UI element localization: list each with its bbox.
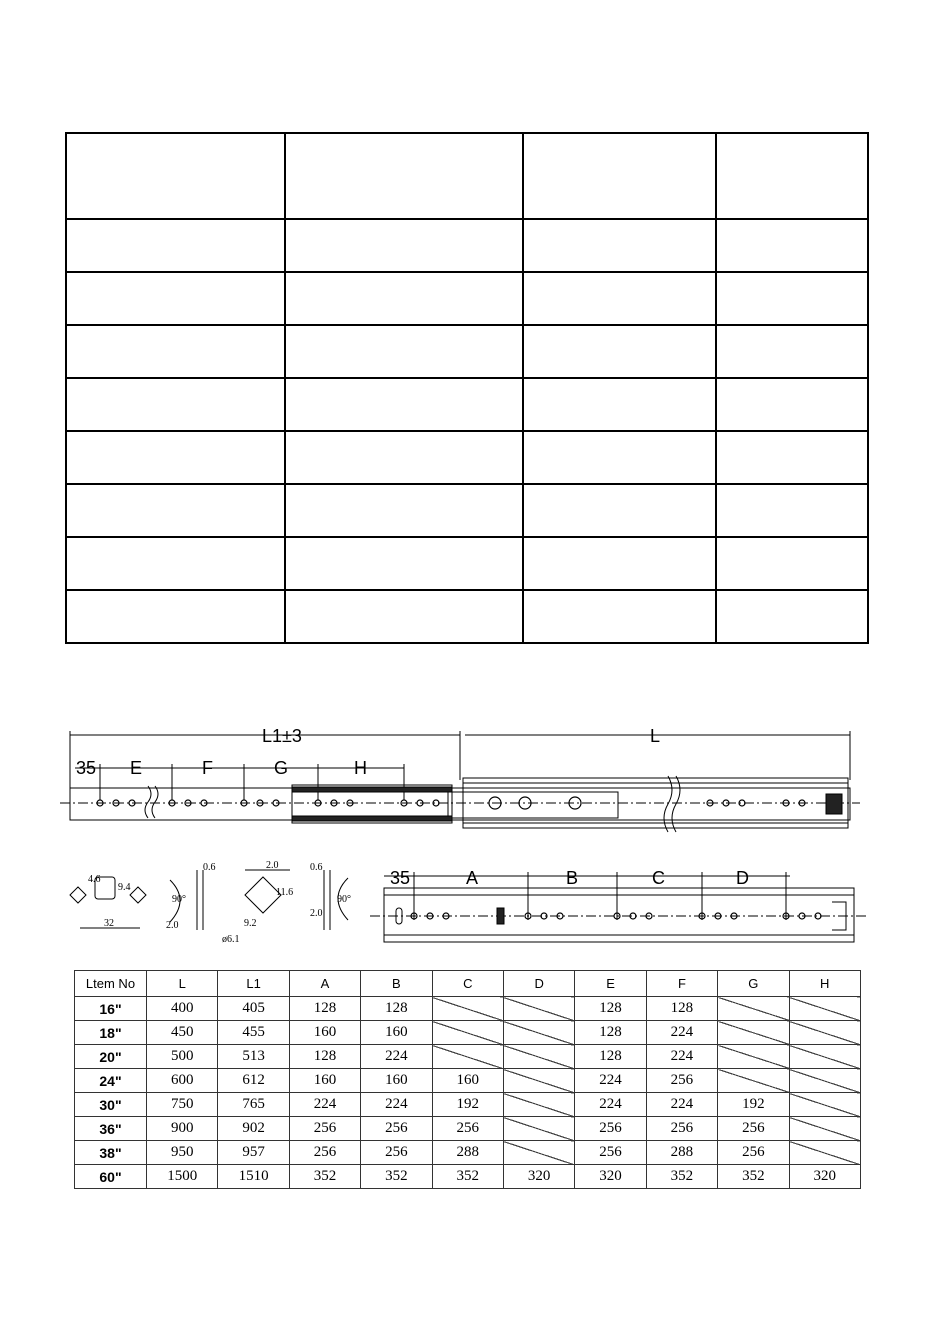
table-cell: 513	[218, 1045, 289, 1069]
spec-cell	[523, 537, 716, 590]
spec-cell	[66, 219, 285, 272]
spec-cell	[523, 484, 716, 537]
not-applicable-cell	[432, 1045, 503, 1069]
label-35-lower: 35	[390, 868, 411, 888]
table-cell: 1500	[147, 1165, 218, 1189]
table-cell: 192	[432, 1093, 503, 1117]
table-row	[75, 1093, 861, 1117]
table-cell: 256	[575, 1117, 646, 1141]
spec-cell	[523, 219, 716, 272]
spec-cell	[716, 325, 868, 378]
table-cell: 128	[289, 1045, 360, 1069]
spec-cell	[285, 378, 523, 431]
table-cell: 450	[147, 1021, 218, 1045]
table-cell: 957	[218, 1141, 289, 1165]
not-applicable-cell	[789, 1141, 860, 1165]
table-row	[75, 1117, 861, 1141]
spec-cell	[66, 590, 285, 643]
table-cell: 256	[289, 1141, 360, 1165]
table-cell: 352	[646, 1165, 717, 1189]
item-no-cell: 24"	[75, 1069, 147, 1093]
spec-cell	[523, 431, 716, 484]
not-applicable-cell	[718, 1021, 789, 1045]
table-cell: 160	[361, 1021, 432, 1045]
spec-row	[66, 133, 868, 219]
item-no-cell: 16"	[75, 997, 147, 1021]
spec-cell	[716, 484, 868, 537]
table-cell: 256	[718, 1117, 789, 1141]
spec-cell	[66, 325, 285, 378]
not-applicable-cell	[789, 1117, 860, 1141]
table-cell: 750	[147, 1093, 218, 1117]
table-cell: 256	[575, 1141, 646, 1165]
table-row	[75, 997, 861, 1021]
item-no-cell: 20"	[75, 1045, 147, 1069]
spec-cell	[285, 537, 523, 590]
table-cell: 256	[289, 1117, 360, 1141]
table-cell: 400	[147, 997, 218, 1021]
table-row	[75, 1021, 861, 1045]
table-cell: 128	[289, 997, 360, 1021]
column-header: A	[289, 971, 360, 997]
not-applicable-cell	[432, 1021, 503, 1045]
label-l1: L1±3	[262, 726, 302, 746]
not-applicable-cell	[503, 1045, 574, 1069]
detail1-dim-c: 32	[104, 918, 114, 929]
detail4-dim-a: 0.6	[310, 862, 323, 873]
not-applicable-cell	[789, 1093, 860, 1117]
slide-technical-drawing	[0, 700, 932, 970]
spec-row	[66, 537, 868, 590]
table-cell: 320	[575, 1165, 646, 1189]
table-cell: 288	[646, 1141, 717, 1165]
not-applicable-cell	[503, 1117, 574, 1141]
spec-cell	[523, 133, 716, 219]
dimension-table	[74, 970, 861, 1189]
detail1-dim-b: 9.4	[118, 882, 131, 893]
spec-cell	[716, 378, 868, 431]
column-header: H	[789, 971, 860, 997]
column-header: B	[361, 971, 432, 997]
table-cell: 160	[432, 1069, 503, 1093]
not-applicable-cell	[503, 1093, 574, 1117]
table-cell: 352	[718, 1165, 789, 1189]
spec-table	[65, 132, 869, 644]
table-header-row	[75, 971, 861, 997]
table-cell: 405	[218, 997, 289, 1021]
label-d: D	[736, 868, 749, 888]
table-cell: 128	[575, 1021, 646, 1045]
not-applicable-cell	[432, 997, 503, 1021]
detail4-dim-c: 2.0	[310, 908, 323, 919]
detail2-dim-a: 0.6	[203, 862, 216, 873]
table-cell: 900	[147, 1117, 218, 1141]
table-cell: 224	[289, 1093, 360, 1117]
spec-cell	[716, 590, 868, 643]
spec-cell	[66, 431, 285, 484]
spec-cell	[285, 484, 523, 537]
table-cell: 455	[218, 1021, 289, 1045]
spec-cell	[66, 378, 285, 431]
spec-row	[66, 325, 868, 378]
table-cell: 224	[575, 1093, 646, 1117]
table-cell: 1510	[218, 1165, 289, 1189]
spec-row	[66, 378, 868, 431]
detail3-dim-c: ø6.1	[222, 934, 240, 945]
not-applicable-cell	[503, 1069, 574, 1093]
table-cell: 612	[218, 1069, 289, 1093]
table-cell: 128	[575, 997, 646, 1021]
table-cell: 160	[361, 1069, 432, 1093]
spec-cell	[716, 431, 868, 484]
detail2-dim-b: 90°	[172, 894, 186, 905]
column-header: E	[575, 971, 646, 997]
table-cell: 320	[503, 1165, 574, 1189]
table-cell: 352	[432, 1165, 503, 1189]
table-cell: 128	[575, 1045, 646, 1069]
detail1-dim-a: 4.6	[88, 874, 101, 885]
table-cell: 902	[218, 1117, 289, 1141]
column-header: D	[503, 971, 574, 997]
table-cell: 256	[718, 1141, 789, 1165]
not-applicable-cell	[718, 1069, 789, 1093]
table-row	[75, 1141, 861, 1165]
table-cell: 765	[218, 1093, 289, 1117]
not-applicable-cell	[718, 997, 789, 1021]
column-header: Ltem No	[75, 971, 147, 997]
table-row	[75, 1045, 861, 1069]
label-h: H	[354, 758, 367, 778]
table-cell: 352	[361, 1165, 432, 1189]
detail3-dim-b: 11.6	[276, 887, 294, 898]
table-cell: 256	[432, 1117, 503, 1141]
spec-cell	[285, 219, 523, 272]
spec-cell	[285, 590, 523, 643]
label-f: F	[202, 758, 213, 778]
label-g: G	[274, 758, 289, 778]
spec-cell	[285, 272, 523, 325]
table-cell: 320	[789, 1165, 860, 1189]
label-35: 35	[76, 758, 97, 778]
spec-row	[66, 431, 868, 484]
spec-cell	[716, 133, 868, 219]
table-cell: 128	[361, 997, 432, 1021]
not-applicable-cell	[503, 1021, 574, 1045]
not-applicable-cell	[503, 1141, 574, 1165]
spec-cell	[66, 484, 285, 537]
table-row	[75, 1069, 861, 1093]
spec-cell	[523, 325, 716, 378]
spec-cell	[716, 219, 868, 272]
label-b: B	[566, 868, 579, 888]
spec-row	[66, 219, 868, 272]
spec-cell	[523, 272, 716, 325]
table-cell: 160	[289, 1069, 360, 1093]
table-cell: 256	[646, 1117, 717, 1141]
table-cell: 256	[646, 1069, 717, 1093]
item-no-cell: 30"	[75, 1093, 147, 1117]
item-no-cell: 60"	[75, 1165, 147, 1189]
spec-row	[66, 484, 868, 537]
table-cell: 600	[147, 1069, 218, 1093]
label-e: E	[130, 758, 143, 778]
table-cell: 288	[432, 1141, 503, 1165]
column-header: G	[718, 971, 789, 997]
spec-cell	[716, 537, 868, 590]
table-cell: 256	[361, 1141, 432, 1165]
detail3-dim-d: 9.2	[244, 918, 257, 929]
not-applicable-cell	[789, 1069, 860, 1093]
not-applicable-cell	[503, 997, 574, 1021]
not-applicable-cell	[789, 1045, 860, 1069]
label-l: L	[650, 726, 661, 746]
not-applicable-cell	[789, 997, 860, 1021]
not-applicable-cell	[789, 1021, 860, 1045]
table-cell: 224	[575, 1069, 646, 1093]
spec-cell	[523, 378, 716, 431]
table-cell: 256	[361, 1117, 432, 1141]
table-cell: 224	[646, 1093, 717, 1117]
column-header: C	[432, 971, 503, 997]
detail4-dim-b: 90°	[337, 894, 351, 905]
table-cell: 224	[646, 1045, 717, 1069]
label-c: C	[652, 868, 665, 888]
detail3-dim-a: 2.0	[266, 860, 279, 871]
table-cell: 950	[147, 1141, 218, 1165]
column-header: L1	[218, 971, 289, 997]
spec-cell	[285, 325, 523, 378]
table-cell: 500	[147, 1045, 218, 1069]
spec-cell	[66, 133, 285, 219]
table-cell: 160	[289, 1021, 360, 1045]
spec-row	[66, 272, 868, 325]
label-a: A	[466, 868, 479, 888]
spec-cell	[285, 133, 523, 219]
table-cell: 352	[289, 1165, 360, 1189]
spec-cell	[523, 590, 716, 643]
spec-cell	[66, 537, 285, 590]
spec-cell	[285, 431, 523, 484]
spec-cell	[66, 272, 285, 325]
column-header: F	[646, 971, 717, 997]
table-cell: 224	[646, 1021, 717, 1045]
spec-cell	[716, 272, 868, 325]
item-no-cell: 18"	[75, 1021, 147, 1045]
table-cell: 224	[361, 1093, 432, 1117]
column-header: L	[147, 971, 218, 997]
table-cell: 128	[646, 997, 717, 1021]
table-row	[75, 1165, 861, 1189]
item-no-cell: 38"	[75, 1141, 147, 1165]
detail2-dim-c: 2.0	[166, 920, 179, 931]
not-applicable-cell	[718, 1045, 789, 1069]
spec-row	[66, 590, 868, 643]
table-cell: 224	[361, 1045, 432, 1069]
item-no-cell: 36"	[75, 1117, 147, 1141]
table-cell: 192	[718, 1093, 789, 1117]
